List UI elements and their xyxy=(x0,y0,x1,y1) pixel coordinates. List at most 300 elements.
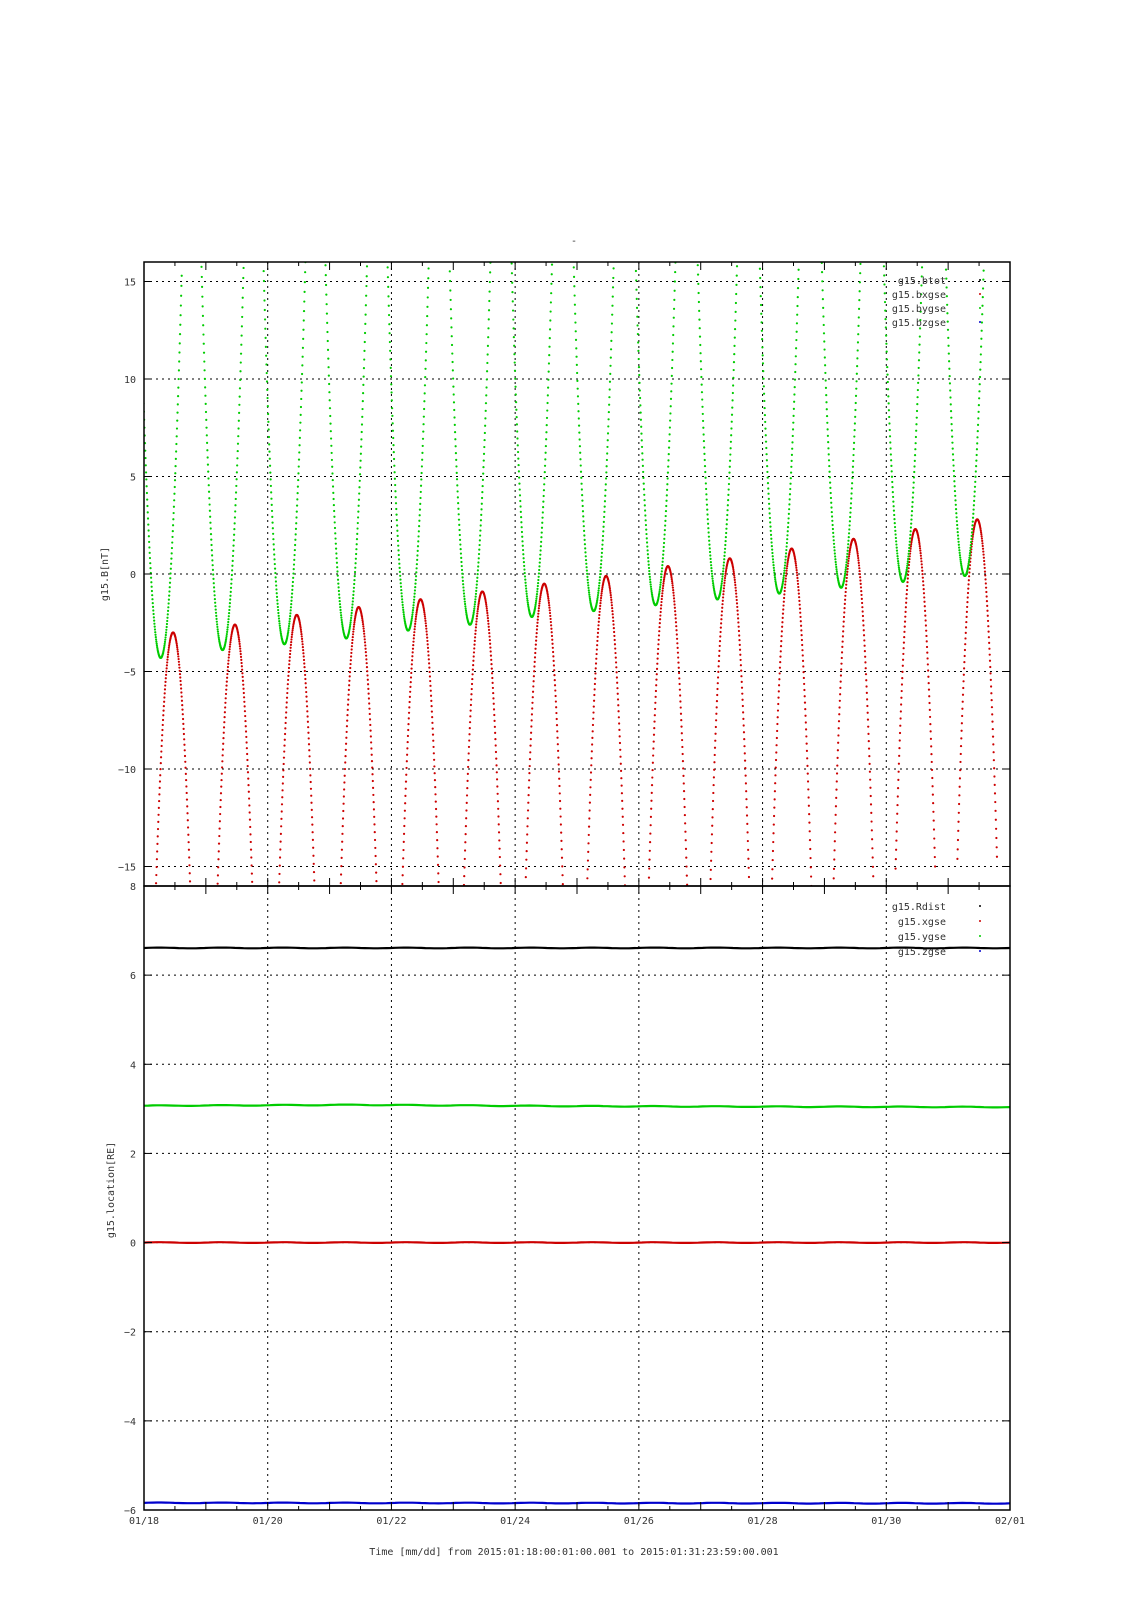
bygse-point xyxy=(589,596,591,598)
bygse-point xyxy=(982,278,984,280)
bygse-point xyxy=(974,481,976,483)
bygse-point xyxy=(978,411,980,413)
bxgse-point xyxy=(248,791,250,793)
bxgse-point xyxy=(846,577,848,579)
bygse-point xyxy=(602,539,604,541)
bygse-point xyxy=(947,320,949,322)
bygse-point xyxy=(951,423,953,425)
bygse-point xyxy=(227,621,229,623)
bxgse-point xyxy=(219,806,221,808)
bygse-point xyxy=(356,533,358,535)
bygse-point xyxy=(353,583,355,585)
bxgse-point xyxy=(786,570,788,572)
bygse-point xyxy=(166,617,168,619)
bygse-point xyxy=(212,564,214,566)
bxgse-point xyxy=(662,583,664,585)
bxgse-point xyxy=(743,724,745,726)
y-tick-label: −15 xyxy=(117,862,136,874)
bxgse-point xyxy=(921,566,923,568)
bygse-point xyxy=(277,606,279,608)
bygse-point xyxy=(331,459,333,461)
bygse-point xyxy=(892,496,894,498)
bygse-point xyxy=(641,452,643,454)
bygse-point xyxy=(515,409,517,411)
bygse-point xyxy=(665,515,667,517)
bygse-point xyxy=(827,441,829,443)
bxgse-point xyxy=(220,799,222,801)
bxgse-point xyxy=(250,841,252,843)
bxgse-point xyxy=(428,658,430,660)
bygse-point xyxy=(238,412,240,414)
bxgse-point xyxy=(162,710,164,712)
bygse-point xyxy=(895,537,897,539)
bxgse-point xyxy=(867,726,869,728)
bygse-point xyxy=(725,532,727,534)
bxgse-point xyxy=(738,639,740,641)
bygse-point xyxy=(336,562,338,564)
bygse-point xyxy=(518,464,520,466)
bxgse-point xyxy=(538,602,540,604)
bygse-point xyxy=(969,552,971,554)
bxgse-point xyxy=(735,587,737,589)
bygse-point xyxy=(649,581,651,583)
bxgse-point xyxy=(617,698,619,700)
bygse-point xyxy=(735,284,737,286)
bxgse-point xyxy=(922,577,924,579)
bygse-point xyxy=(539,561,541,563)
bygse-point xyxy=(791,454,793,456)
bygse-point xyxy=(711,578,713,580)
bxgse-point xyxy=(738,626,740,628)
bxgse-point xyxy=(374,831,376,833)
bygse-point xyxy=(911,510,913,512)
bygse-point xyxy=(698,301,700,303)
bxgse-point xyxy=(434,779,436,781)
bygse-point xyxy=(831,515,833,517)
bygse-point xyxy=(269,458,271,460)
bygse-point xyxy=(784,567,786,569)
bygse-point xyxy=(597,596,599,598)
bxgse-point xyxy=(835,814,837,816)
bygse-point xyxy=(829,487,831,489)
bygse-point xyxy=(855,395,857,397)
bygse-point xyxy=(913,465,915,467)
bygse-point xyxy=(273,548,275,550)
bxgse-point xyxy=(783,601,785,603)
bygse-point xyxy=(701,406,703,408)
bxgse-point xyxy=(990,685,992,687)
bygse-point xyxy=(980,346,982,348)
bxgse-point xyxy=(721,614,723,616)
bygse-point xyxy=(791,460,793,462)
bxgse-point xyxy=(986,595,988,597)
bygse-point xyxy=(358,486,360,488)
bygse-point xyxy=(894,526,896,528)
bygse-point xyxy=(728,488,730,490)
bxgse-point xyxy=(363,633,365,635)
bygse-point xyxy=(728,472,730,474)
bxgse-point xyxy=(156,850,158,852)
bxgse-point xyxy=(655,696,657,698)
bxgse-point xyxy=(803,689,805,691)
bygse-point xyxy=(612,277,614,279)
bxgse-point xyxy=(966,611,968,613)
bxgse-point xyxy=(181,700,183,702)
bygse-point xyxy=(612,295,614,297)
bxgse-point xyxy=(614,639,616,641)
bxgse-point xyxy=(795,567,797,569)
bygse-point xyxy=(525,587,527,589)
bygse-point xyxy=(948,352,950,354)
bxgse-point xyxy=(160,756,162,758)
bxgse-point xyxy=(921,573,923,575)
bxgse-point xyxy=(415,614,417,616)
bxgse-point xyxy=(411,655,413,657)
bxgse-point xyxy=(223,732,225,734)
bygse-point xyxy=(450,317,452,319)
bxgse-point xyxy=(178,667,180,669)
bygse-point xyxy=(661,567,663,569)
bxgse-point xyxy=(805,735,807,737)
bxgse-point xyxy=(615,666,617,668)
bygse-point xyxy=(277,609,279,611)
bygse-point xyxy=(485,394,487,396)
bxgse-point xyxy=(340,873,342,875)
bxgse-point xyxy=(347,699,349,701)
bygse-point xyxy=(729,466,731,468)
bxgse-point xyxy=(597,628,599,630)
bxgse-point xyxy=(918,541,920,543)
bygse-point xyxy=(479,534,481,536)
bygse-point xyxy=(413,599,415,601)
bygse-point xyxy=(824,364,826,366)
bxgse-point xyxy=(351,648,353,650)
bygse-point xyxy=(426,333,428,335)
bygse-point xyxy=(333,504,335,506)
bxgse-point xyxy=(894,868,896,870)
bxgse-point xyxy=(654,714,656,716)
bygse-point xyxy=(453,393,455,395)
bygse-point xyxy=(547,394,549,396)
bxgse-point xyxy=(967,592,969,594)
bxgse-point xyxy=(710,851,712,853)
bygse-point xyxy=(600,559,602,561)
bxgse-point xyxy=(367,679,369,681)
bygse-point xyxy=(588,594,590,596)
bxgse-point xyxy=(967,588,969,590)
bxgse-point xyxy=(249,811,251,813)
bxgse-point xyxy=(351,645,353,647)
bygse-point xyxy=(846,556,848,558)
bygse-point xyxy=(227,626,229,628)
bxgse-point xyxy=(286,697,288,699)
bxgse-point xyxy=(785,575,787,577)
bygse-point xyxy=(663,546,665,548)
bxgse-point xyxy=(618,716,620,718)
bygse-point xyxy=(412,611,414,613)
bxgse-point xyxy=(555,706,557,708)
bxgse-point xyxy=(593,700,595,702)
bxgse-point xyxy=(718,655,720,657)
bxgse-point xyxy=(802,671,804,673)
bygse-point xyxy=(979,376,981,378)
bygse-point xyxy=(957,538,959,540)
bxgse-point xyxy=(163,705,165,707)
bygse-point xyxy=(668,440,670,442)
bygse-point xyxy=(580,483,582,485)
bxgse-point xyxy=(777,697,779,699)
bxgse-point xyxy=(786,567,788,569)
bxgse-point xyxy=(962,701,964,703)
bxgse-point xyxy=(552,651,554,653)
bygse-point xyxy=(976,436,978,438)
bxgse-point xyxy=(795,562,797,564)
bygse-point xyxy=(263,299,265,301)
bygse-point xyxy=(273,553,275,555)
bxgse-point xyxy=(340,882,342,884)
bxgse-point xyxy=(781,630,783,632)
bygse-point xyxy=(892,491,894,493)
bxgse-point xyxy=(993,775,995,777)
bxgse-point xyxy=(959,786,961,788)
bxgse-point xyxy=(957,821,959,823)
bygse-point xyxy=(151,598,153,600)
bygse-point xyxy=(707,518,709,520)
bygse-point xyxy=(353,579,355,581)
bygse-point xyxy=(359,466,361,468)
bygse-point xyxy=(648,567,650,569)
bxgse-point xyxy=(744,752,746,754)
bygse-point xyxy=(660,573,662,575)
bxgse-point xyxy=(592,724,594,726)
bxgse-point xyxy=(531,707,533,709)
y-tick-label: 0 xyxy=(129,570,136,581)
bxgse-point xyxy=(989,660,991,662)
bxgse-point xyxy=(282,782,284,784)
bygse-point xyxy=(983,269,985,271)
bxgse-point xyxy=(467,766,469,768)
bygse-point xyxy=(542,506,544,508)
bxgse-point xyxy=(904,621,906,623)
bxgse-point xyxy=(960,730,962,732)
bygse-point xyxy=(727,499,729,501)
bxgse-point xyxy=(746,814,748,816)
bxgse-point xyxy=(594,683,596,685)
bygse-point xyxy=(548,354,550,356)
bxgse-point xyxy=(538,607,540,609)
bxgse-point xyxy=(346,714,348,716)
bygse-point xyxy=(413,601,415,603)
bxgse-point xyxy=(719,640,721,642)
bygse-point xyxy=(332,479,334,481)
bygse-point xyxy=(587,584,589,586)
bygse-point xyxy=(549,328,551,330)
bygse-point xyxy=(639,404,641,406)
bygse-point xyxy=(294,544,296,546)
bygse-point xyxy=(304,281,306,283)
bxgse-point xyxy=(927,669,929,671)
bygse-point xyxy=(946,295,948,297)
bxgse-point xyxy=(178,661,180,663)
bygse-point xyxy=(168,595,170,597)
bygse-point xyxy=(214,594,216,596)
bxgse-point xyxy=(312,839,314,841)
bxgse-point xyxy=(184,761,186,763)
bygse-point xyxy=(534,604,536,606)
bxgse-point xyxy=(617,710,619,712)
bxgse-point xyxy=(486,607,488,609)
bxgse-point xyxy=(225,684,227,686)
bygse-point xyxy=(475,596,477,598)
bygse-point xyxy=(767,493,769,495)
bxgse-point xyxy=(159,780,161,782)
bxgse-point xyxy=(406,747,408,749)
bygse-point xyxy=(579,445,581,447)
bxgse-point xyxy=(921,570,923,572)
bxgse-point xyxy=(433,759,435,761)
bxgse-point xyxy=(773,823,775,825)
bygse-point xyxy=(427,296,429,298)
bygse-point xyxy=(415,575,417,577)
bygse-point xyxy=(177,403,179,405)
bxgse-point xyxy=(344,775,346,777)
bygse-point xyxy=(523,565,525,567)
bygse-point xyxy=(293,563,295,565)
bygse-point xyxy=(708,544,710,546)
bygse-point xyxy=(729,460,731,462)
bxgse-point xyxy=(619,756,621,758)
bygse-point xyxy=(661,564,663,566)
bygse-point xyxy=(265,346,267,348)
bxgse-point xyxy=(165,670,167,672)
bygse-point xyxy=(967,563,969,565)
bygse-point xyxy=(583,534,585,536)
bygse-point xyxy=(981,313,983,315)
bxgse-point xyxy=(373,808,375,810)
bygse-point xyxy=(669,412,671,414)
bxgse-point xyxy=(289,653,291,655)
bygse-point xyxy=(360,446,362,448)
bygse-point xyxy=(536,588,538,590)
bygse-point xyxy=(576,372,578,374)
bxgse-point xyxy=(537,613,539,615)
bygse-point xyxy=(297,479,299,481)
bygse-point xyxy=(296,504,298,506)
bottom-series xyxy=(144,948,1010,1504)
bygse-point xyxy=(337,583,339,585)
bxgse-point xyxy=(870,795,872,797)
bygse-point xyxy=(650,583,652,585)
bygse-point xyxy=(646,537,648,539)
bxgse-point xyxy=(304,678,306,680)
bxgse-point xyxy=(857,553,859,555)
bygse-point xyxy=(149,552,151,554)
bygse-point xyxy=(832,536,834,538)
bygse-point xyxy=(180,304,182,306)
bygse-point xyxy=(673,299,675,301)
bxgse-point xyxy=(592,718,594,720)
y-tick-label: −10 xyxy=(117,765,136,776)
bxgse-point xyxy=(846,574,848,576)
bxgse-point xyxy=(434,786,436,788)
bygse-point xyxy=(789,498,791,500)
bxgse-point xyxy=(845,580,847,582)
bxgse-point xyxy=(591,743,593,745)
bxgse-point xyxy=(841,657,843,659)
bygse-point xyxy=(390,367,392,369)
plot-frame xyxy=(144,886,1010,1510)
bxgse-point xyxy=(903,647,905,649)
bygse-point xyxy=(643,494,645,496)
bygse-point xyxy=(464,600,466,602)
bxgse-point xyxy=(798,596,800,598)
bygse-point xyxy=(576,364,578,366)
bxgse-point xyxy=(288,663,290,665)
bxgse-point xyxy=(283,750,285,752)
bygse-point xyxy=(232,555,234,557)
bygse-point xyxy=(352,597,354,599)
bygse-point xyxy=(295,528,297,530)
bxgse-point xyxy=(905,606,907,608)
bxgse-point xyxy=(784,580,786,582)
bxgse-point xyxy=(862,620,864,622)
bxgse-point xyxy=(657,643,659,645)
bygse-point xyxy=(176,420,178,422)
bygse-point xyxy=(338,590,340,592)
bygse-point xyxy=(795,347,797,349)
bygse-point xyxy=(201,286,203,288)
bygse-point xyxy=(906,567,908,569)
bygse-point xyxy=(712,584,714,586)
bxgse-point xyxy=(164,681,166,683)
bxgse-point xyxy=(866,692,868,694)
bxgse-point xyxy=(598,617,600,619)
bxgse-point xyxy=(901,671,903,673)
bxgse-point xyxy=(662,585,664,587)
bygse-point xyxy=(828,459,830,461)
bxgse-point xyxy=(677,652,679,654)
bygse-point xyxy=(645,524,647,526)
bygse-point xyxy=(421,472,423,474)
bxgse-point xyxy=(617,704,619,706)
bygse-point xyxy=(521,526,523,528)
bygse-point xyxy=(450,326,452,328)
bxgse-point xyxy=(426,633,428,635)
bygse-point xyxy=(730,434,732,436)
bygse-point xyxy=(263,290,265,292)
bygse-point xyxy=(330,437,332,439)
bygse-point xyxy=(473,611,475,613)
bygse-point xyxy=(215,615,217,617)
bygse-point xyxy=(889,435,891,437)
bygse-point xyxy=(484,417,486,419)
bxgse-point xyxy=(303,655,305,657)
bxgse-point xyxy=(476,610,478,612)
bygse-point xyxy=(825,401,827,403)
bygse-point xyxy=(267,421,269,423)
bxgse-point xyxy=(901,683,903,685)
bygse-point xyxy=(235,491,237,493)
bygse-point xyxy=(786,538,788,540)
bxgse-point xyxy=(711,842,713,844)
bxgse-point xyxy=(674,607,676,609)
top-legend xyxy=(892,276,981,329)
bxgse-point xyxy=(776,723,778,725)
bygse-point xyxy=(276,599,278,601)
bxgse-point xyxy=(778,690,780,692)
bygse-point xyxy=(980,338,982,340)
bygse-point xyxy=(512,327,514,329)
